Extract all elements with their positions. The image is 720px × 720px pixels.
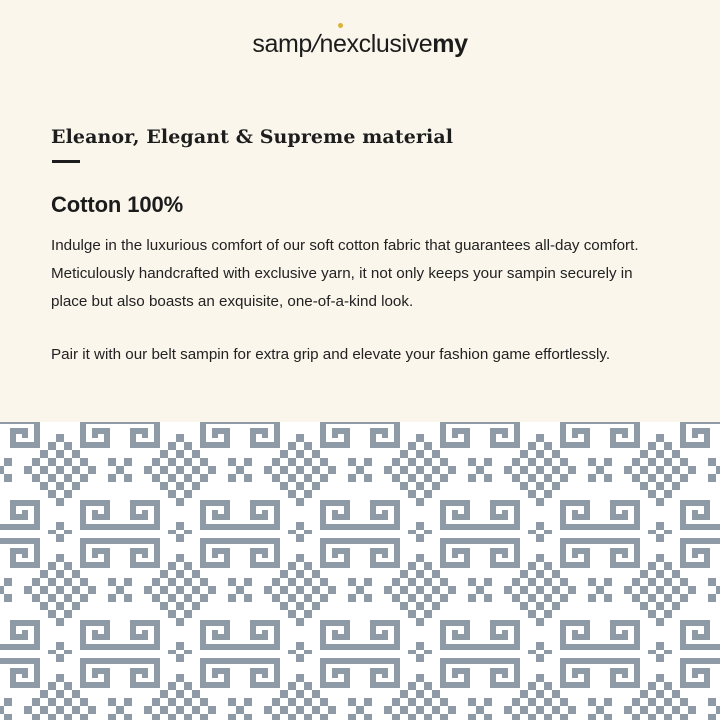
description-paragraph-2: Pair it with our belt sampin for extra grip and elevate your fashion game effortlessly.: [51, 346, 611, 363]
description-paragraph-1: Indulge in the luxurious comfort of our soft cotton fabric that guarantees all-day comfort. Meticulously handcrafted with exclusive yarn, it not only keeps your sampin securely in place but also boasts an exquisite, one-of-a-kind look.: [51, 237, 639, 310]
page-title: Eleanor, Elegant & Supreme material: [51, 126, 454, 148]
songket-pattern-svg: [0, 422, 720, 720]
title-underline-divider: [52, 160, 80, 163]
brand-logo: [252, 30, 467, 59]
text-content: [51, 126, 671, 369]
songket-pattern-band: [0, 422, 720, 720]
brand-part-3: exclusive: [333, 29, 433, 58]
brand-part-2: n: [319, 29, 334, 58]
material-subheading: Cotton 100%: [51, 192, 184, 217]
brand-part-1: samp: [252, 29, 312, 58]
brand-part-4: my: [432, 29, 468, 58]
brand-header: [0, 0, 720, 88]
accent-dot-icon: [338, 23, 343, 28]
brand-slash: /: [309, 29, 323, 58]
